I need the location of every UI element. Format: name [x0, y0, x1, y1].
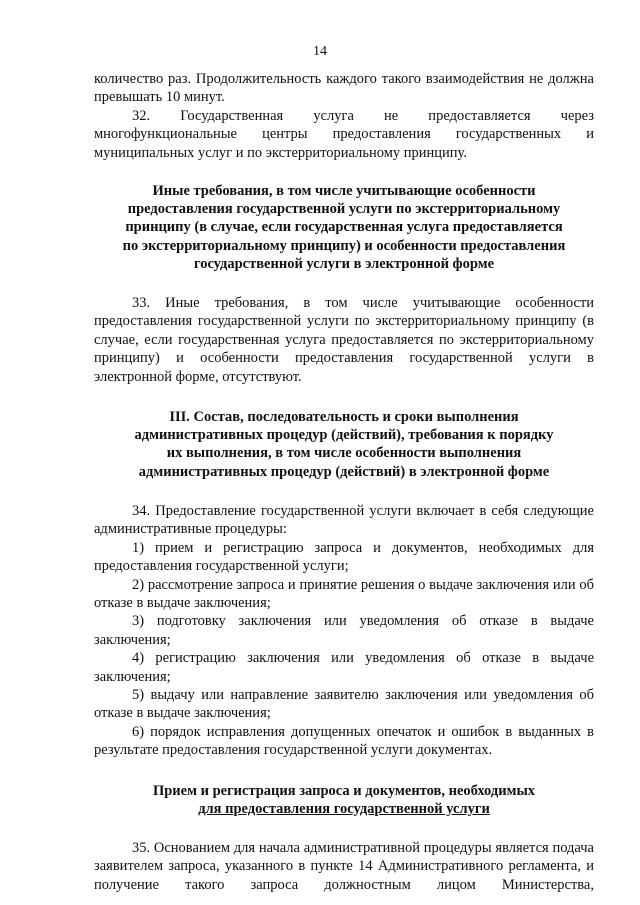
- heading-line: административных процедур (действий), требования к порядку: [134, 427, 554, 444]
- heading-line: Прием и регистрация запроса и документов, необходимых: [152, 782, 536, 799]
- heading-line: III. Состав, последовательность и сроки выполнения: [169, 409, 519, 426]
- procedure-item: 1) прием и регистрацию запроса и документов, необходимых для предоставления государственной услуги;: [94, 539, 594, 575]
- procedure-item: 5) выдачу или направление заявителю заключения или уведомления об отказе в выдаче заключения;: [94, 686, 594, 722]
- paragraph-32: 32. Государственная услуга не предоставляется через многофункциональные центры предоставления государственных и муниципальных услуг и по экстерриториальному принципу.: [94, 107, 594, 161]
- heading-line: для предоставления государственной услуги: [198, 800, 490, 817]
- section-heading-iii: [94, 408, 594, 481]
- paragraph-34: 34. Предоставление государственной услуги включает в себя следующие административные процедуры:: [94, 502, 594, 538]
- heading-reception-registration: [94, 782, 594, 818]
- paragraph-continuation: количество раз. Продолжительность каждого такого взаимодействия не должна превышать 10 минут.: [94, 71, 594, 106]
- heading-line: административных процедур (действий) в электронной форме: [138, 463, 550, 480]
- page-content: [94, 70, 594, 894]
- heading-line: по экстерриториальному принципу) и особенности предоставления: [122, 237, 566, 254]
- heading-line: государственной услуги в электронной форме: [193, 255, 495, 272]
- procedure-item: 3) подготовку заключения или уведомления об отказе в выдаче заключения;: [94, 613, 594, 648]
- procedure-item: 6) порядок исправления допущенных опечаток и ошибок в выданных в результате предоставления государственной услуги документах.: [94, 723, 594, 759]
- heading-line: принципу (в случае, если государственная услуга предоставляется: [125, 219, 563, 236]
- heading-line: их выполнения, в том числе особенности выполнения: [166, 445, 522, 462]
- paragraph-33: 33. Иные требования, в том числе учитывающие особенности предоставления государственной услуги по экстерриториальному принципу (в случае, если государственная услуга предоставляется по экстерриториальному принципу) и особенности предоставления государственной услуги в электронной форме, отсутствуют.: [94, 295, 594, 385]
- heading-other-requirements: [94, 182, 594, 273]
- heading-line: Иные требования, в том числе учитывающие особенности: [152, 183, 536, 200]
- heading-line: предоставления государственной услуги по экстерриториальному: [127, 201, 561, 218]
- paragraph-35: 35. Основанием для начала административной процедуры является подача заявителем запроса, указанного в пункте 14 Административного регламента, и получение такого запроса должностным лицом Министерства,: [94, 839, 594, 893]
- procedure-item: 2) рассмотрение запроса и принятие решения о выдаче заключения или об отказе в выдаче заключения;: [94, 576, 594, 611]
- procedure-item: 4) регистрацию заключения или уведомления об отказе в выдаче заключения;: [94, 650, 594, 685]
- page-number: 14: [313, 44, 327, 59]
